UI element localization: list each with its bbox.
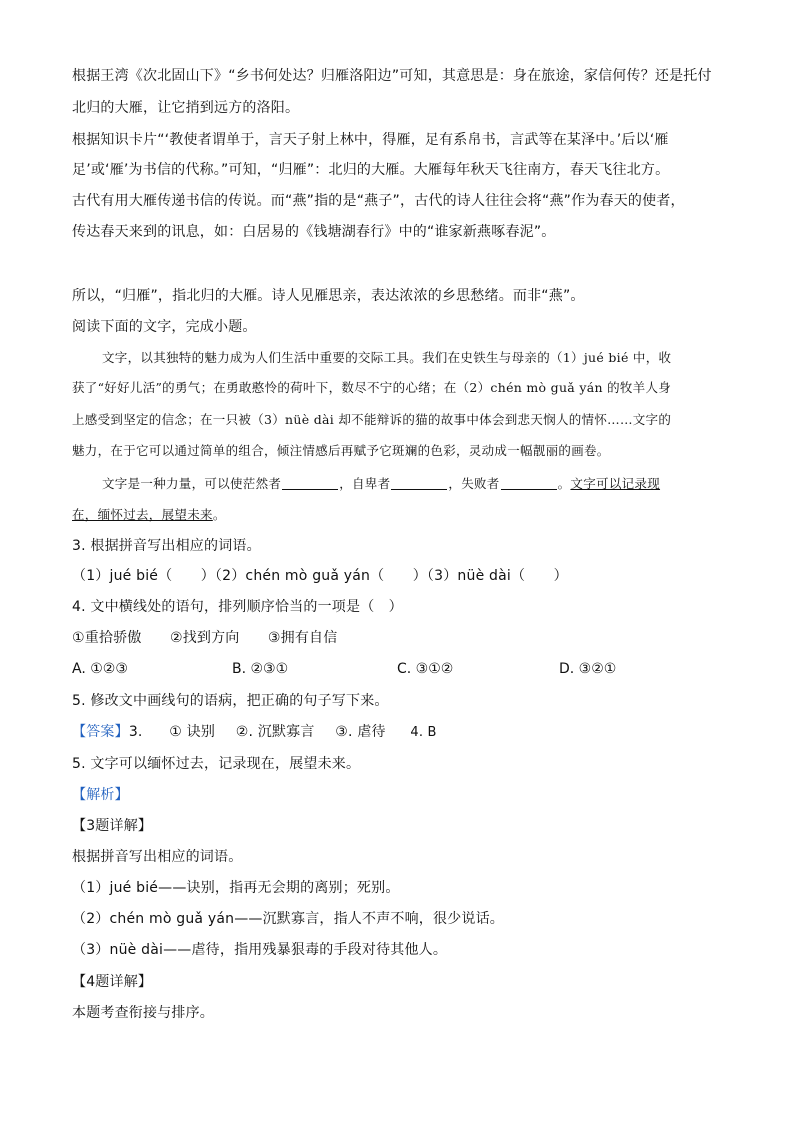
passage-line: 在，缅怀过去，展望未来。 — [72, 507, 226, 522]
option-d: D. ③②① — [559, 661, 617, 677]
answer-line: 【答案】3. ① 诀别 ②. 沉默寡言 ③. 虐待 4. B — [72, 724, 437, 740]
section-header: 【4题详解】 — [72, 974, 153, 990]
option-c: C. ③①② — [397, 661, 454, 677]
passage-line: 魅力，在于它可以通过简单的组合，倾注情感后再赋予它斑斓的色彩，灵动成一幅靓丽的画卷。 — [72, 443, 610, 458]
blank-line — [391, 476, 447, 490]
instruction: 阅读下面的文字，完成小题。 — [72, 319, 257, 335]
text-line: 传达春天来到的讯息，如：白居易的《钱塘湖春行》中的“谁家新燕啄春泥”。 — [72, 224, 556, 240]
option-a: A. ①②③ — [72, 661, 128, 677]
text-line: 所以，“归雁”，指北归的大雁。诗人见雁思亲，表达浓浓的乡思愁绪。而非“燕”。 — [72, 288, 585, 304]
text-line: （2）chén mò guǎ yán——沉默寡言，指人不声不响，很少说话。 — [72, 911, 504, 927]
answer-5: 5. 文字可以缅怀过去，记录现在，展望未来。 — [72, 756, 361, 772]
question-4: 4. 文中横线处的语句，排列顺序恰当的一项是（ ） — [72, 599, 403, 615]
passage-line: 获了“好好儿活”的勇气；在勇敢憨怜的荷叶下，数尽不宁的心绪；在（2）chén mò guǎ yán 的牧羊人身 — [72, 380, 672, 395]
blank-line — [282, 476, 338, 490]
text-line: 本题考查衔接与排序。 — [72, 1005, 214, 1021]
text-line: 根据王湾《次北固山下》“乡书何处达？归雁洛阳边”可知，其意思是：身在旅途，家信何传？还是托付 — [72, 68, 712, 84]
text-line: （1）jué bié——诀别，指再无会期的离别；死别。 — [72, 880, 400, 896]
question-5: 5. 修改文中画线句的语病，把正确的句子写下来。 — [72, 693, 389, 709]
passage-line: 上感受到坚定的信念；在一只被（3）nüè dài 却不能辩诉的猫的故事中体会到悲天悯人的情怀……文字的 — [72, 412, 672, 427]
underlined-sentence: 文字可以记录现 — [570, 476, 661, 491]
question-4-items: ①重拾骄傲 ②找到方向 ③拥有自信 — [72, 630, 338, 646]
text-line: 足’或‘雁’为书信的代称。”可知，“归雁”：北归的大雁。大雁每年秋天飞往南方，春天飞往北方。 — [72, 162, 670, 178]
underlined-sentence: 在，缅怀过去，展望未来 — [72, 507, 213, 522]
text-line: （3）nüè dài——虐待，指用残暴狠毒的手段对待其他人。 — [72, 942, 448, 958]
text-line: 根据知识卡片“‘教使者谓单于，言天子射上林中，得雁，足有系帛书，言武等在某泽中。’后以‘雁 — [72, 132, 669, 148]
text-line: 北归的大雁，让它捎到远方的洛阳。 — [72, 100, 300, 116]
section-header: 【3题详解】 — [72, 818, 153, 834]
option-b: B. ②③① — [232, 661, 289, 677]
passage-line: 文字，以其独特的魅力成为人们生活中重要的交际工具。我们在史铁生与母亲的（1）jué bié 中，收 — [102, 350, 672, 365]
text-line: 根据拼音写出相应的词语。 — [72, 849, 243, 865]
passage-line: 文字是一种力量，可以使茫然者 ，自卑者 ，失败者 。文字可以记录现 — [102, 476, 661, 491]
blank-line — [501, 476, 557, 490]
text-line: 古代有用大雁传递书信的传说。而“燕”指的是“燕子”，古代的诗人往往会将“燕”作为春天的使者， — [72, 193, 685, 209]
question-3: 3. 根据拼音写出相应的词语。 — [72, 538, 261, 554]
question-3-items: （1）jué bié（ ）（2）chén mò guǎ yán（ ）（3）nüè dài（ ） — [72, 568, 568, 584]
answer-label: 【答案】 — [72, 724, 129, 740]
analysis-label: 【解析】 — [72, 787, 129, 803]
